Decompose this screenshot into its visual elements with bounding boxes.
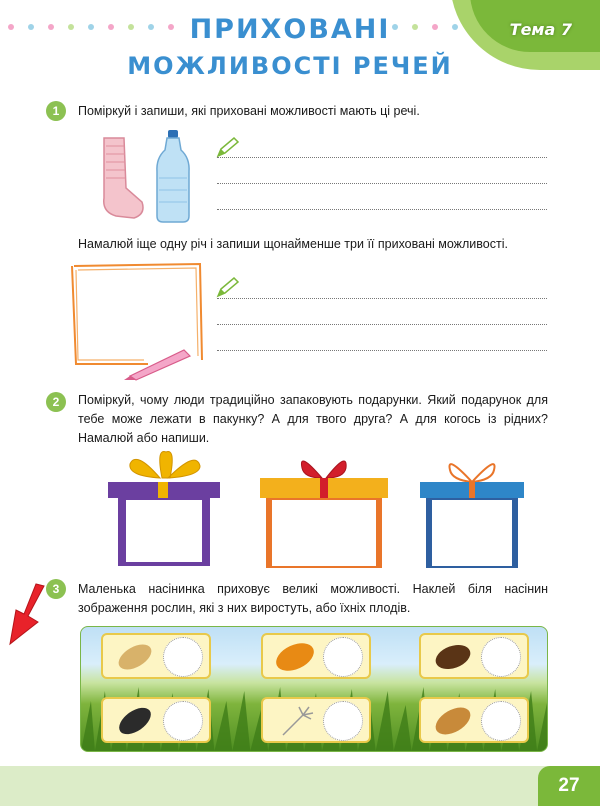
seed-sticker-panel	[80, 626, 548, 752]
pencil-icon	[216, 136, 240, 158]
pencil-icon	[216, 276, 240, 298]
almond-seed-icon	[431, 705, 475, 737]
task-number-1: 1	[46, 101, 66, 121]
seed-card-pumpkin	[261, 633, 371, 679]
gift-box-yellow[interactable]	[258, 450, 390, 570]
seed-card-wheat	[101, 633, 211, 679]
task-number-2: 2	[46, 392, 66, 412]
gift-box-purple[interactable]	[106, 448, 222, 568]
answer-line[interactable]	[217, 350, 547, 351]
answer-line[interactable]	[217, 324, 547, 325]
sticker-slot[interactable]	[163, 637, 203, 677]
seed-card-sunflower	[101, 697, 211, 743]
answer-line[interactable]	[217, 209, 547, 210]
sticker-slot[interactable]	[481, 637, 521, 677]
task-number-3: 3	[46, 579, 66, 599]
title-line-1: ПРИХОВАНІ	[189, 14, 391, 45]
wheat-seed-icon	[113, 641, 157, 673]
answer-line[interactable]	[217, 157, 547, 158]
topic-label: Тема 7	[509, 20, 572, 39]
sticker-slot[interactable]	[481, 701, 521, 741]
drawing-frame[interactable]	[68, 260, 208, 382]
answer-line[interactable]	[217, 183, 547, 184]
red-arrow-icon	[4, 582, 50, 648]
task-1-text: Поміркуй і запиши, які приховані можливості мають ці речі.	[78, 104, 420, 118]
date-seed-icon	[431, 641, 475, 673]
sticker-slot[interactable]	[163, 701, 203, 741]
task-2-text: Поміркуй, чому люди традиційно запаковують подарунки. Який подарунок для тебе може лежати в пакунку? А для твого друга? А для когось із рідних? Намалюй або напиши.	[78, 393, 548, 445]
title-line-2: МОЖЛИВОСТІ РЕЧЕЙ	[127, 52, 453, 80]
bottle-icon	[154, 128, 192, 224]
gift-box-blue[interactable]	[418, 450, 526, 570]
seed-card-dandelion	[261, 697, 371, 743]
page-number: 27	[538, 766, 600, 806]
task-1b-text: Намалюй іще одну річ і запиши щонайменше три її приховані можливості.	[78, 237, 508, 251]
dandelion-seed-icon	[273, 705, 317, 737]
pumpkin-seed-icon	[273, 641, 317, 673]
task-3-text: Маленька насінинка приховує великі можливості. Наклей біля насінин зображення рослин, які з них виростуть, або їхніх плодів.	[78, 582, 548, 615]
sock-icon	[94, 136, 146, 224]
sunflower-seed-icon	[113, 705, 157, 737]
answer-line[interactable]	[217, 298, 547, 299]
seed-card-almond	[419, 697, 529, 743]
sticker-slot[interactable]	[323, 701, 363, 741]
page-title	[80, 12, 500, 84]
page-footer	[0, 766, 600, 806]
seed-card-date	[419, 633, 529, 679]
sticker-slot[interactable]	[323, 637, 363, 677]
